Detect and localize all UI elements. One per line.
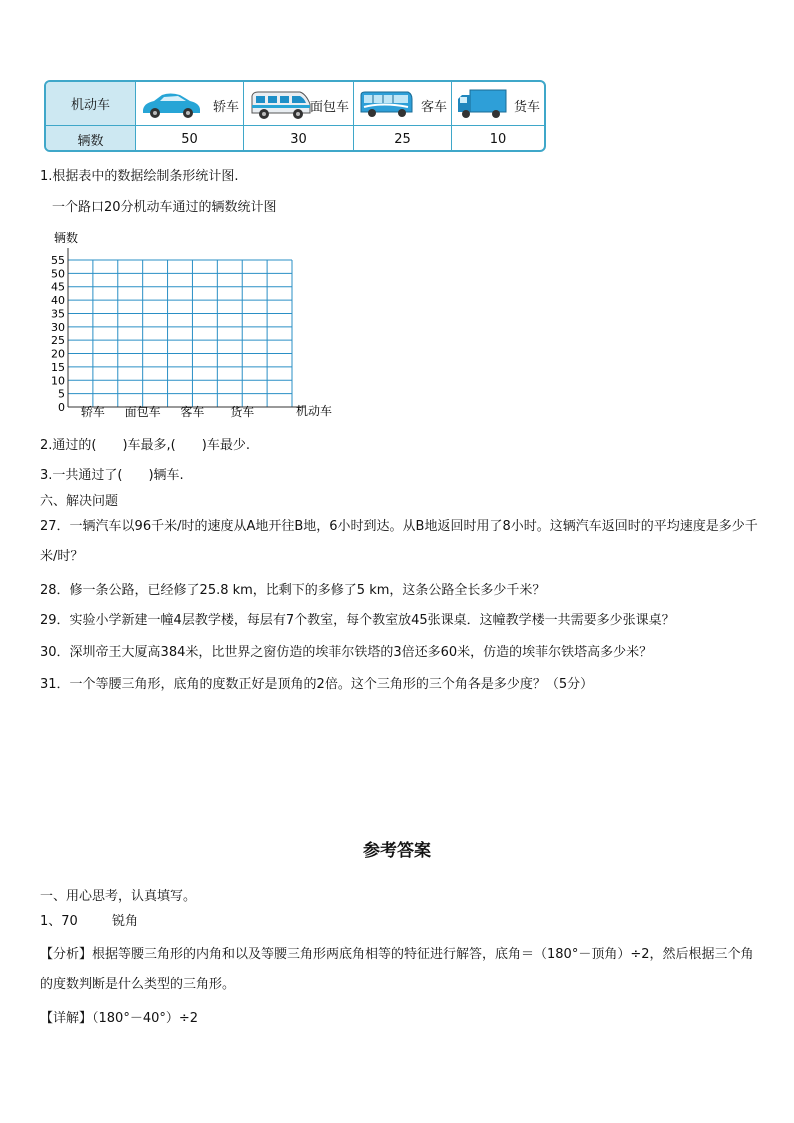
vehicle-name: 轿车 — [212, 100, 239, 115]
chart-title: 一个路口20分机动车通过的辆数统计图 — [52, 200, 277, 215]
y-tick-label: 40 — [51, 294, 65, 308]
y-tick-label: 20 — [51, 347, 65, 361]
y-tick-label: 5 — [58, 387, 65, 401]
y-tick-label: 55 — [51, 254, 65, 267]
count-cell: 50 — [136, 126, 244, 152]
y-tick-label: 10 — [51, 374, 65, 388]
problem-28: 28．修一条公路，已经修了25.8 km，比剩下的多修了5 km，这条公路全长多少千米？ — [40, 583, 546, 598]
table-count-label: 辆数 — [46, 126, 136, 152]
y-tick-label: 0 — [58, 401, 65, 414]
vehicle-cell-sedan — [136, 82, 244, 125]
answer-section-1: 一、用心思考，认真填写。 — [40, 889, 197, 904]
bar-chart — [40, 228, 360, 428]
y-tick-label: 25 — [51, 334, 65, 348]
truck-icon — [456, 87, 508, 121]
vehicle-count-table — [44, 80, 546, 152]
vehicle-name: 客车 — [420, 100, 447, 115]
count-row — [46, 126, 544, 152]
answer-1-number: 1、70 — [40, 914, 78, 929]
vehicle-cell-truck — [452, 82, 544, 125]
y-tick-label: 30 — [51, 320, 65, 334]
problem-29: 29．实验小学新建一幢4层教学楼，每层有7个教室，每个教室放45张课桌．这幢教学楼一共需要多少张课桌？ — [40, 613, 675, 628]
vehicle-name: 货车 — [513, 100, 540, 115]
question-3: 3.一共通过了( )辆车. — [40, 468, 184, 483]
problem-27: 27．一辆汽车以96千米/时的速度从A地开往B地，6小时到达。从B地返回时用了8小时。这辆汽车返回时的平均速度是多少千米/时？ — [40, 519, 758, 564]
table-header-label: 机动车 — [46, 82, 136, 125]
y-axis-label: 辆数 — [54, 231, 79, 245]
count-cell: 30 — [244, 126, 354, 152]
vehicle-name: 面包车 — [309, 100, 349, 115]
answer-title: 参考答案 — [363, 841, 431, 861]
x-tick-label: 货车 — [230, 405, 255, 419]
vehicle-row — [46, 82, 544, 126]
answer-1 — [40, 913, 138, 931]
y-ticks — [51, 254, 65, 414]
y-tick-label: 35 — [51, 307, 65, 321]
x-axis-label: 机动车 — [296, 404, 333, 418]
x-tick-label: 面包车 — [124, 405, 161, 419]
x-tick-label: 客车 — [180, 405, 205, 419]
count-cell: 10 — [489, 131, 507, 147]
detail-text: 【详解】（180°－40°）÷2 — [40, 1011, 199, 1026]
y-tick-label: 50 — [51, 267, 65, 281]
y-tick-label: 15 — [51, 360, 65, 374]
count-cell: 25 — [354, 126, 452, 152]
question-2: 2.通过的( )车最多,( )车最少. — [40, 438, 250, 453]
analysis-text: 【分析】根据等腰三角形的内角和以及等腰三角形两底角相等的特征进行解答，底角＝（180°－顶角）÷2，然后根据三个角的度数判断是什么类型的三角形。 — [40, 947, 754, 992]
y-tick-label: 45 — [51, 280, 65, 294]
section-6-heading: 六、解决问题 — [40, 494, 119, 509]
vehicle-cell-minivan — [244, 82, 354, 125]
x-tick-label: 轿车 — [80, 405, 105, 419]
question-1: 1.根据表中的数据绘制条形统计图. — [40, 169, 239, 184]
sedan-car-icon — [140, 89, 202, 119]
problem-30: 30．深圳帝王大厦高384米，比世界之窗仿造的埃菲尔铁塔的3倍还多60米，仿造的埃菲尔铁塔高多少米？ — [40, 645, 653, 660]
bus-icon — [358, 89, 414, 119]
chart-grid — [68, 248, 305, 407]
vehicle-cell-bus — [354, 82, 452, 125]
minivan-icon — [248, 88, 312, 120]
problem-31: 31．一个等腰三角形，底角的度数正好是顶角的2倍。这个三角形的三个角各是多少度？（5分） — [40, 677, 594, 692]
answer-1-word: 锐角 — [111, 914, 138, 929]
